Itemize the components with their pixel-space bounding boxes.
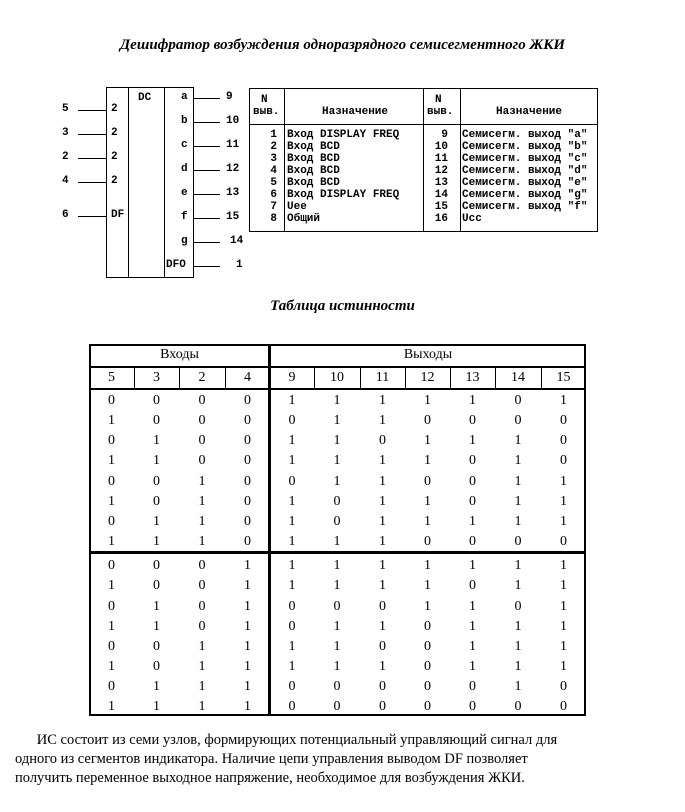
table-cell: 0: [198, 598, 206, 614]
table-cell: 1: [379, 658, 386, 674]
table-cell: 1: [288, 658, 296, 674]
pin-list-right-descriptions: Семисегм. выход "a" Семисегм. выход "b" Семисегм. выход "c" Семисегм. выход "d" Семисегм. выход "e" Семисегм. выход "g" Семисегм. выход "f" Ucc: [462, 129, 588, 225]
table-cell: 0: [153, 658, 160, 674]
pin-list-left-descriptions: Вход DISPLAY FREQ Вход BCD Вход BCD Вход BCD Вход BCD Вход DISPLAY FREQ Uee Общий: [287, 129, 400, 225]
table-cell: 1: [560, 393, 567, 408]
table-cell: 1: [198, 699, 206, 715]
table-cell: 1: [244, 578, 251, 594]
table-cell: 1: [469, 658, 476, 674]
table-cell: 1: [333, 534, 341, 550]
table-cell: 0: [560, 413, 567, 429]
input-pin-lead: [78, 110, 106, 111]
output-pin-label: g: [181, 235, 188, 247]
column-header: 2: [198, 370, 206, 385]
column-header: 4: [244, 370, 251, 385]
input-pin-label: 2: [111, 175, 118, 187]
column-header: 11: [375, 370, 390, 385]
pin-header-num-2-right: выв.: [427, 106, 454, 118]
table-cell: 1: [333, 638, 341, 654]
table-cell: 0: [108, 558, 115, 574]
table-cell: 0: [153, 578, 160, 594]
table-cell: 1: [424, 513, 431, 529]
output-pin-label: DFO: [166, 259, 186, 271]
input-pin-number: 6: [62, 209, 69, 221]
output-pin-label: d: [181, 163, 188, 175]
table-cell: 1: [379, 413, 386, 429]
table-cell: 1: [244, 679, 251, 695]
table-cell: 0: [288, 598, 296, 614]
table-cell: 0: [198, 558, 206, 574]
inputs-header: Входы: [160, 347, 199, 362]
table-cell: 1: [560, 618, 567, 634]
table-cell: 1: [288, 558, 296, 574]
table-cell: 0: [469, 413, 476, 429]
input-pin-number: 2: [62, 151, 69, 163]
column-header: 14: [511, 370, 525, 385]
pin-table: [249, 88, 598, 232]
table-cell: 1: [514, 638, 522, 654]
table-cell: 1: [514, 493, 522, 509]
output-pin-label: b: [181, 115, 188, 127]
table-cell: 0: [198, 453, 206, 469]
table-cell: 1: [514, 513, 522, 529]
table-cell: 1: [108, 534, 115, 550]
chip-output-divider: [164, 87, 165, 278]
table-cell: 1: [424, 598, 431, 614]
input-pin-lead: [78, 158, 106, 159]
table-cell: 0: [244, 453, 251, 469]
table-cell: 0: [333, 513, 341, 529]
table-cell: 1: [333, 578, 341, 594]
pin-list-left-numbers: 1 2 3 4 5 6 7 8: [270, 129, 277, 225]
table-cell: 0: [153, 393, 160, 408]
output-pin-number: 15: [226, 211, 240, 223]
output-pin-lead: [194, 242, 220, 243]
table-cell: 1: [198, 513, 206, 529]
table-cell: 0: [560, 433, 567, 449]
table-cell: 1: [333, 658, 341, 674]
table-cell: 1: [560, 513, 567, 529]
table-cell: 0: [424, 679, 431, 695]
table-cell: 0: [424, 658, 431, 674]
table-cell: 0: [198, 393, 206, 408]
pin-header-purpose: Назначение: [322, 106, 389, 118]
table-cell: 1: [153, 433, 160, 449]
table-cell: 1: [108, 578, 115, 594]
table-cell: 1: [198, 534, 206, 550]
table-cell: 1: [244, 658, 251, 674]
table-cell: 1: [153, 618, 160, 634]
table-cell: 1: [469, 618, 476, 634]
table-cell: 1: [560, 598, 567, 614]
table-cell: 0: [469, 679, 476, 695]
table-cell: 1: [514, 679, 522, 695]
output-pin-lead: [194, 266, 220, 267]
table-cell: 1: [379, 558, 386, 574]
input-pin-lead: [78, 216, 106, 217]
table-cell: 0: [424, 618, 431, 634]
description-line: получить переменное выходное напряжение, необходимое для возбуждения ЖКИ.: [15, 770, 525, 786]
output-pin-lead: [194, 146, 220, 147]
column-header: 3: [153, 370, 160, 385]
table-cell: 0: [288, 618, 296, 634]
table-cell: 1: [514, 578, 522, 594]
table-cell: 1: [514, 473, 522, 489]
table-cell: 1: [288, 638, 296, 654]
table-cell: 1: [244, 618, 251, 634]
column-header: 12: [420, 370, 435, 385]
table-cell: 0: [108, 393, 115, 408]
pin-header-num-1-right: N: [435, 94, 442, 106]
table-cell: 0: [153, 413, 160, 429]
table-cell: 1: [469, 393, 476, 408]
table-cell: 0: [244, 413, 251, 429]
table-cell: 0: [333, 493, 341, 509]
table-cell: 0: [288, 413, 296, 429]
table-cell: 0: [469, 578, 476, 594]
table-cell: 1: [560, 578, 567, 594]
output-pin-number: 14: [230, 235, 244, 247]
output-pin-label: e: [181, 187, 188, 199]
table-cell: 1: [514, 433, 522, 449]
table-cell: 1: [469, 513, 476, 529]
input-pin-number: 4: [62, 175, 69, 187]
table-cell: 1: [424, 558, 431, 574]
output-pin-lead: [194, 122, 220, 123]
table-cell: 1: [379, 618, 386, 634]
table-cell: 1: [560, 493, 567, 509]
output-pin-number: 9: [226, 91, 233, 103]
table-cell: 0: [469, 699, 476, 715]
table-cell: 0: [244, 393, 251, 408]
table-cell: 1: [108, 493, 115, 509]
table-cell: 1: [198, 493, 206, 509]
table-cell: 0: [108, 473, 115, 489]
table-cell: 0: [244, 433, 251, 449]
table-cell: 1: [244, 598, 251, 614]
table-cell: 0: [469, 453, 476, 469]
table-cell: 0: [469, 473, 476, 489]
table-cell: 1: [198, 679, 206, 695]
input-pin-number: 5: [62, 103, 69, 115]
description-line: одного из сегментов индикатора. Наличие цепи управления выводом DF позволяет: [15, 751, 528, 767]
table-cell: 0: [514, 534, 522, 550]
input-pin-label: 2: [111, 103, 118, 115]
table-cell: 0: [153, 638, 160, 654]
output-pin-label: f: [181, 211, 188, 223]
output-pin-lead: [194, 170, 220, 171]
table-cell: 1: [244, 638, 251, 654]
table-cell: 1: [153, 699, 160, 715]
table-cell: 0: [288, 679, 296, 695]
table-cell: 0: [514, 393, 522, 408]
table-cell: 1: [379, 393, 386, 408]
pin-header-purpose-right: Назначение: [496, 106, 563, 118]
table-cell: 0: [108, 433, 115, 449]
input-pin-label: 2: [111, 151, 118, 163]
table-cell: 1: [469, 598, 476, 614]
table-cell: 1: [198, 638, 206, 654]
table-cell: 0: [198, 618, 206, 634]
table-cell: 1: [153, 453, 160, 469]
table-cell: 1: [288, 578, 296, 594]
table-cell: 1: [108, 658, 115, 674]
table-cell: 0: [108, 598, 115, 614]
output-pin-number: 13: [226, 187, 240, 199]
table-cell: 0: [514, 699, 522, 715]
table-cell: 1: [379, 534, 386, 550]
table-cell: 0: [244, 534, 251, 550]
table-cell: 1: [424, 493, 431, 509]
table-cell: 0: [244, 513, 251, 529]
table-cell: 1: [333, 618, 341, 634]
table-cell: 0: [333, 699, 341, 715]
chip-diagram: [0, 0, 250, 290]
table-cell: 1: [424, 433, 431, 449]
column-header: 15: [556, 370, 571, 385]
table-cell: 1: [333, 413, 341, 429]
table-cell: 1: [108, 699, 115, 715]
table-cell: 1: [514, 618, 522, 634]
table-cell: 0: [560, 453, 567, 469]
table-cell: 0: [333, 679, 341, 695]
table-cell: 1: [514, 453, 522, 469]
table-cell: 1: [333, 433, 341, 449]
table-cell: 0: [379, 699, 386, 715]
table-cell: 1: [560, 473, 567, 489]
truth-table: [89, 344, 586, 716]
table-cell: 0: [379, 433, 386, 449]
table-cell: 1: [560, 558, 567, 574]
table-cell: 0: [198, 413, 206, 429]
table-cell: 0: [469, 534, 476, 550]
column-header: 10: [330, 370, 344, 385]
table-cell: 0: [333, 598, 341, 614]
column-header: 13: [465, 370, 480, 385]
table-cell: 0: [198, 433, 206, 449]
table-cell: 1: [333, 393, 341, 408]
table-cell: 0: [288, 699, 296, 715]
table-cell: 0: [379, 638, 386, 654]
table-cell: 1: [379, 453, 386, 469]
output-pin-label: a: [181, 91, 188, 103]
table-header-line: [89, 366, 586, 368]
table-cell: 1: [153, 513, 160, 529]
table-cell: 1: [424, 578, 431, 594]
table-cell: 0: [514, 598, 522, 614]
table-cell: 0: [379, 598, 386, 614]
table-cell: 1: [469, 558, 476, 574]
table-cell: 1: [288, 433, 296, 449]
table-cell: 1: [379, 473, 386, 489]
table-cell: 1: [108, 453, 115, 469]
table-cell: 1: [198, 658, 206, 674]
table-cell: 1: [153, 679, 160, 695]
table-cell: 1: [108, 413, 115, 429]
table-cell: 1: [108, 618, 115, 634]
table-colhead-line: [89, 388, 586, 390]
table-cell: 1: [333, 558, 341, 574]
document-title: Дешифратор возбуждения одноразрядного семисегментного ЖКИ: [119, 37, 566, 53]
input-pin-label: DF: [111, 209, 125, 221]
input-pin-lead: [78, 134, 106, 135]
input-pin-label: 2: [111, 127, 118, 139]
truth-table-title: Таблица истинности: [270, 298, 415, 314]
table-cell: 1: [153, 598, 160, 614]
table-cell: 1: [514, 558, 522, 574]
table-cell: 0: [469, 493, 476, 509]
table-cell: 1: [379, 493, 386, 509]
description-line: ИС состоит из семи узлов, формирующих потенциальный управляющий сигнал для: [15, 732, 558, 748]
table-border-top: [89, 344, 586, 346]
output-pin-number: 10: [226, 115, 240, 127]
table-cell: 1: [333, 473, 341, 489]
table-cell: 0: [153, 558, 160, 574]
chip-input-divider: [128, 87, 129, 278]
table-cell: 1: [288, 453, 296, 469]
table-cell: 0: [244, 473, 251, 489]
table-cell: 0: [288, 473, 296, 489]
output-pin-number: 12: [226, 163, 240, 175]
table-cell: 1: [560, 658, 567, 674]
table-cell: 1: [333, 453, 341, 469]
table-cell: 0: [198, 578, 206, 594]
pin-header-num-2: выв.: [253, 106, 280, 118]
input-pin-lead: [78, 182, 106, 183]
description: [15, 731, 675, 788]
output-pin-number: 1: [236, 259, 243, 271]
input-pin-number: 3: [62, 127, 69, 139]
table-cell: 1: [288, 513, 296, 529]
outputs-header: Выходы: [403, 347, 453, 362]
table-cell: 1: [288, 393, 296, 408]
table-cell: 1: [288, 534, 296, 550]
pin-header-num-1: N: [261, 94, 268, 106]
table-cell: 0: [424, 638, 431, 654]
table-cell: 0: [108, 513, 115, 529]
table-cell: 1: [560, 638, 567, 654]
table-cell: 0: [424, 473, 431, 489]
table-cell: 0: [153, 473, 160, 489]
table-cell: 0: [424, 534, 431, 550]
table-cell: 0: [560, 534, 567, 550]
table-cell: 1: [379, 513, 386, 529]
table-cell: 0: [108, 638, 115, 654]
table-cell: 0: [108, 679, 115, 695]
table-cell: 1: [424, 393, 431, 408]
column-header: 5: [108, 370, 115, 385]
table-cell: 1: [153, 534, 160, 550]
output-pin-lead: [194, 218, 220, 219]
pin-list-right-numbers: 9 10 11 12 13 14 15 16: [434, 129, 448, 225]
table-cell: 0: [153, 493, 160, 509]
table-cell: 1: [288, 493, 296, 509]
output-pin-lead: [194, 194, 220, 195]
table-group-separator: [89, 551, 586, 554]
table-cell: 0: [424, 699, 431, 715]
table-cell: 0: [560, 679, 567, 695]
output-pin-lead: [194, 98, 220, 99]
chip-label: DC: [138, 92, 152, 104]
table-cell: 1: [379, 578, 386, 594]
table-cell: 1: [469, 638, 476, 654]
table-cell: 1: [244, 699, 251, 715]
table-cell: 0: [424, 413, 431, 429]
table-cell: 0: [514, 413, 522, 429]
table-cell: 0: [560, 699, 567, 715]
table-cell: 0: [379, 679, 386, 695]
table-cell: 1: [198, 473, 206, 489]
column-header: 9: [288, 370, 296, 385]
table-cell: 1: [469, 433, 476, 449]
table-cell: 1: [514, 658, 522, 674]
table-cell: 0: [244, 493, 251, 509]
output-pin-number: 11: [226, 139, 240, 151]
output-pin-label: c: [181, 139, 188, 151]
table-cell: 1: [244, 558, 251, 574]
table-cell: 1: [424, 453, 431, 469]
